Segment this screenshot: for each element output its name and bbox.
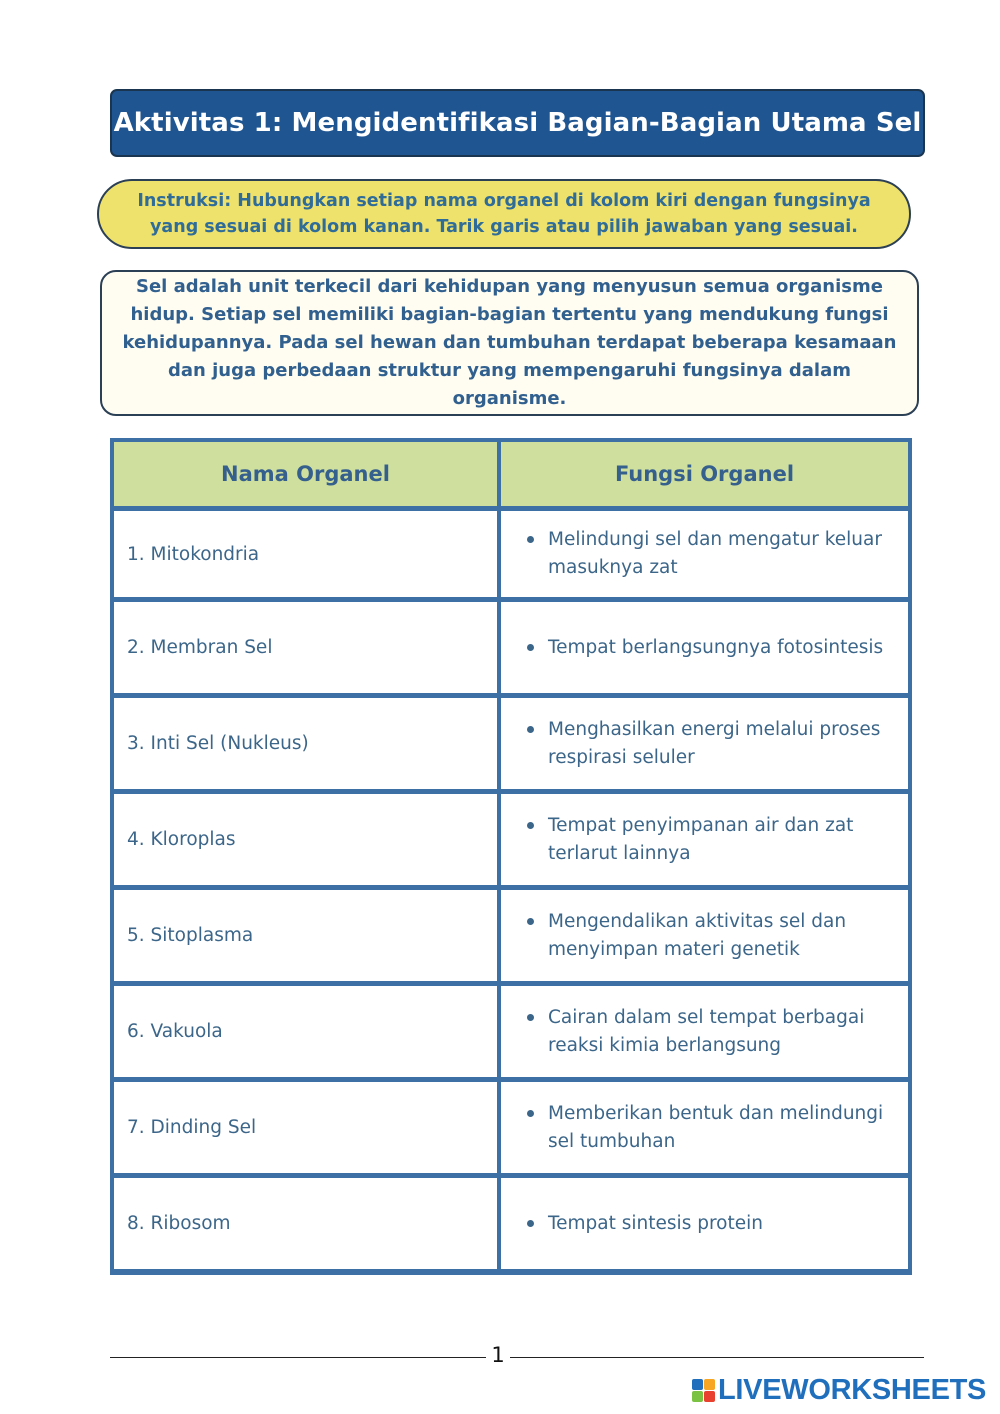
row-8-function-cell[interactable] — [501, 1178, 908, 1269]
liveworksheets-brand[interactable] — [692, 1373, 986, 1407]
row-3-function: Menghasilkan energi melalui proses respirasi seluler — [525, 716, 894, 772]
header-organelle-function: Fungsi Organel — [501, 442, 908, 506]
row-5-name: 5. Sitoplasma — [114, 890, 497, 981]
intro-text-box: Sel adalah unit terkecil dari kehidupan yang menyusun semua organisme hidup. Setiap sel memiliki bagian-bagian tertentu yang mendukung fungsi kehidupannya. Pada sel hewan dan tumbuhan terdapat beberapa kesamaan dan juga perbedaan struktur yang mempengaruhi fungsinya dalam organisme. — [100, 270, 919, 416]
row-8-function: Tempat sintesis protein — [525, 1210, 763, 1238]
row-7-function: Memberikan bentuk dan melindungi sel tumbuhan — [525, 1100, 894, 1156]
row-5-function-cell[interactable] — [501, 890, 908, 981]
row-1-name: 1. Mitokondria — [114, 511, 497, 597]
row-7-function-cell[interactable] — [501, 1082, 908, 1173]
row-1-function-cell[interactable] — [501, 511, 908, 597]
row-4-name: 4. Kloroplas — [114, 794, 497, 885]
row-4-function-cell[interactable] — [501, 794, 908, 885]
activity-title: Aktivitas 1: Mengidentifikasi Bagian-Bagian Utama Sel — [110, 89, 925, 157]
brand-name: LIVEWORKSHEETS — [718, 1373, 987, 1406]
row-2-name: 2. Membran Sel — [114, 602, 497, 693]
row-7-name: 7. Dinding Sel — [114, 1082, 497, 1173]
row-6-function: Cairan dalam sel tempat berbagai reaksi kimia berlangsung — [525, 1004, 894, 1060]
footer-divider-right — [510, 1357, 924, 1358]
footer-divider-left — [110, 1357, 486, 1358]
row-1-function: Melindungi sel dan mengatur keluar masuknya zat — [525, 526, 894, 582]
row-2-function: Tempat berlangsungnya fotosintesis — [525, 634, 883, 662]
row-8-name: 8. Ribosom — [114, 1178, 497, 1269]
liveworksheets-logo-icon — [692, 1379, 715, 1402]
header-organelle-name: Nama Organel — [114, 442, 497, 506]
row-5-function: Mengendalikan aktivitas sel dan menyimpan materi genetik — [525, 908, 894, 964]
row-3-name: 3. Inti Sel (Nukleus) — [114, 698, 497, 789]
row-3-function-cell[interactable] — [501, 698, 908, 789]
organelle-table — [110, 438, 912, 1275]
row-2-function-cell[interactable] — [501, 602, 908, 693]
row-6-name: 6. Vakuola — [114, 986, 497, 1077]
row-4-function: Tempat penyimpanan air dan zat terlarut lainnya — [525, 812, 894, 868]
row-6-function-cell[interactable] — [501, 986, 908, 1077]
page-number: 1 — [491, 1343, 505, 1367]
instruction-box: Instruksi: Hubungkan setiap nama organel di kolom kiri dengan fungsinya yang sesuai di kolom kanan. Tarik garis atau pilih jawaban yang sesuai. — [97, 179, 911, 249]
